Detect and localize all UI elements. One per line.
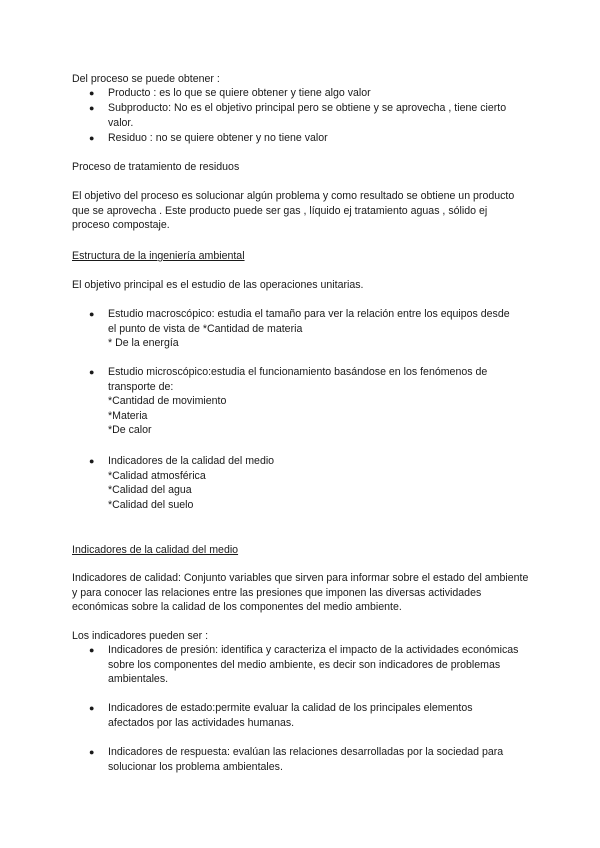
section1-intro: Del proceso se puede obtener : bbox=[72, 73, 220, 85]
list-item-producto: Producto : es lo que se quiere obtener y tiene algo valor bbox=[108, 87, 371, 99]
bullet-icon: ● bbox=[89, 309, 95, 319]
list-item-microscopico bbox=[108, 365, 518, 438]
list-item-residuo: Residuo : no se quiere obtener y no tiene valor bbox=[108, 132, 328, 144]
list-item-indicadores bbox=[108, 454, 533, 512]
section3-paragraph: El objetivo principal es el estudio de las operaciones unitarias. bbox=[72, 279, 364, 291]
list-item-text: Indicadores de la calidad del medio bbox=[108, 455, 275, 467]
list-subitem: *De calor bbox=[108, 424, 152, 436]
bullet-icon: ● bbox=[89, 88, 95, 98]
bullet-icon: ● bbox=[89, 747, 95, 757]
list-subitem: *Calidad del agua bbox=[108, 484, 192, 496]
bullet-icon: ● bbox=[89, 367, 95, 377]
bullet-icon: ● bbox=[89, 703, 95, 713]
list-item-respuesta: Indicadores de respuesta: evalúan las relaciones desarrolladas por la sociedad para solucionar los problema ambientales. bbox=[108, 746, 504, 773]
bullet-icon: ● bbox=[89, 456, 95, 466]
bullet-icon: ● bbox=[89, 645, 95, 655]
list-subitem: *Calidad atmosférica bbox=[108, 469, 206, 482]
list-subitem: * De la energía bbox=[108, 337, 179, 349]
list-subitem: *Cantidad de movimiento bbox=[108, 395, 227, 407]
list-item-presion: Indicadores de presión: identifica y caracteriza el impacto de la actividades económicas sobre los componentes del medio ambiente, es decir son indicadores de problemas ambientales. bbox=[108, 644, 519, 685]
section4-heading: Indicadores de la calidad del medio bbox=[72, 544, 239, 556]
section2-paragraph: El objetivo del proceso es solucionar algún problema y como resultado se obtiene un producto que se aprovecha . Este producto puede ser gas , líquido ej tratamiento aguas , sólido ej proceso compostaje. bbox=[72, 190, 515, 231]
list-item-text: Estudio microscópico:estudia el funcionamiento basándose en los fenómenos de transporte de: bbox=[108, 366, 488, 393]
section4-intro: Los indicadores pueden ser : bbox=[72, 630, 209, 642]
list-subitem: *Calidad del suelo bbox=[108, 498, 194, 511]
bullet-icon: ● bbox=[89, 103, 95, 113]
list-item-macroscopico bbox=[108, 307, 518, 351]
list-item-text: Estudio macroscópico: estudia el tamaño para ver la relación entre los equipos desde el punto de vista de *Cantidad de materia bbox=[108, 308, 510, 335]
list-subitem: *Materia bbox=[108, 409, 148, 422]
bullet-icon: ● bbox=[89, 133, 95, 143]
list-item-subproducto: Subproducto: No es el objetivo principal pero se obtiene y se aprovecha , tiene cierto valor. bbox=[108, 102, 507, 129]
section3-heading: Estructura de la ingeniería ambiental bbox=[72, 250, 245, 262]
list-item-estado: Indicadores de estado:permite evaluar la calidad de los principales elementos afectados por las actividades humanas. bbox=[108, 702, 473, 729]
section2-title: Proceso de tratamiento de residuos bbox=[72, 161, 240, 173]
section4-paragraph: Indicadores de calidad: Conjunto variables que sirven para informar sobre el estado del ambiente y para conocer las relaciones entre las presiones que imponen las diversas actividades económicas sobre la calidad de los componentes del medio ambiente. bbox=[72, 572, 529, 613]
